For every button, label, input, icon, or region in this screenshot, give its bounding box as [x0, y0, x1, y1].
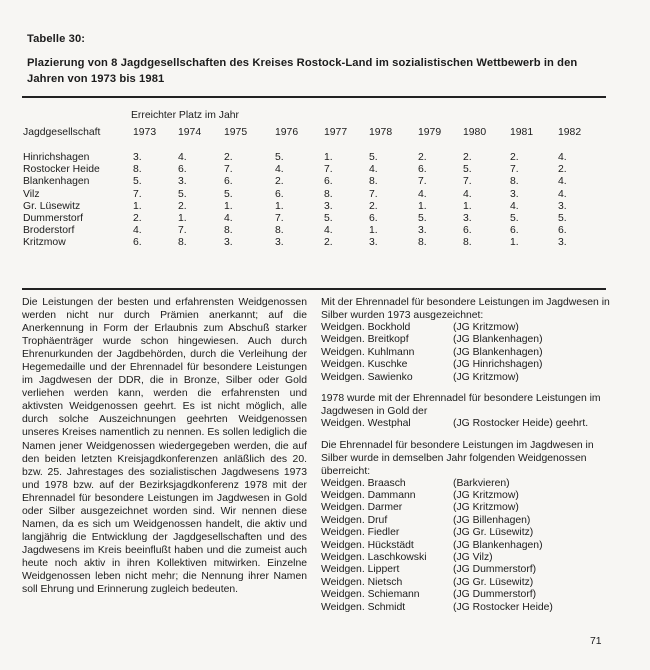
table-cell: 1.	[275, 200, 284, 212]
table-cell: 8.	[418, 237, 427, 249]
table-cell: 8.	[510, 176, 519, 188]
table-cell: 2.	[224, 152, 233, 163]
awardee-name: Weidgen. Laschkowski	[321, 552, 427, 564]
awardee-1978-gold	[321, 418, 611, 430]
left-paragraph: Die Leistungen der besten und erfahrensten Weidgenossen werden nicht nur durch Prämien anerkannt; auf die Anerkennung in Form der Erlaubnis zum Abschuß starker Trophäenträger wurde schon hingewiesen. Auch durch Ehrenurkunden der Jagdbehörden, durch die Verleihung der Hegemedaille und der Ehrennadel für besondere Leistungen im Jagdwesen der DDR, die in Bronze, Silber oder Gold verliehen werden kann, werden die erfahrensten und aktivsten Weidgenossen geehrt. Es ist nicht möglich, alle durch solche Auszeichnungen geehrten Weidgenossen unseres Kreises namentlich zu nennen. Es sollen lediglich die Namen jener Weidgenossen wiedergegeben werden, die auf den beiden letzten Kreisjagdkonferenzen anläßlich des 20. bzw. 25. Jahrestages des sozialistischen Jagdwesens 1973 und 1978 bzw. auf der Bezirksjagdkonferenz 1978 mit der Ehrennadel für besondere Leistungen im Jagdwesen in Gold oder Silber ausgezeichnet worden sind. Wir nennen diese Namen, da es sich um Weidgenossen handelt, die aktiv und langjährig die Entwicklung der Jagdgesellschaften und des Jagdwesens im Kreis beeinflußt haben und die zumeist auch heute noch aktiv in ihren Kollektiven mitwirken. Einzelne Weidgenossen leben nicht mehr; die Nennung ihrer Namen soll Ehrung und Erinnerung zugleich bedeuten.	[22, 297, 307, 596]
table-cell: 7.	[418, 176, 427, 188]
table-cell: 1.	[133, 200, 142, 212]
table-cell: 6.	[558, 225, 567, 237]
table-cell: 2.	[275, 176, 284, 188]
table-cell: 4.	[275, 164, 284, 176]
year-header: 1978	[369, 127, 393, 138]
year-header: 1976	[275, 127, 299, 138]
awardee-name: Weidgen. Breitkopf	[321, 334, 409, 346]
table-cell: 4.	[510, 200, 519, 212]
awardee-hunting-group: (JG Vilz)	[453, 552, 493, 564]
table-row-label: Gr. Lüsewitz	[23, 200, 81, 212]
awardees-1978-silver	[321, 478, 611, 614]
table-cell: 7.	[369, 188, 378, 200]
table-cell: 6.	[224, 176, 233, 188]
awardee-row	[321, 347, 611, 359]
table-cell: 4.	[418, 188, 427, 200]
table-cell: 1.	[369, 225, 378, 237]
table-cell: 5.	[463, 164, 472, 176]
year-header: 1974	[178, 127, 202, 138]
table-cell: 6.	[418, 164, 427, 176]
table-cell: 8.	[324, 188, 333, 200]
awardee-row	[321, 359, 611, 371]
awardee-row	[321, 490, 611, 502]
table-cell: 1.	[324, 152, 333, 163]
awardee-hunting-group: (JG Rostocker Heide)	[453, 601, 553, 613]
table-cell: 6.	[324, 176, 333, 188]
awardee-row	[321, 564, 611, 576]
awardee-hunting-group: (Barkvieren)	[453, 477, 510, 489]
table-cell: 2.	[510, 152, 519, 163]
awardee-hunting-group: (JG Dummerstorf)	[453, 564, 537, 576]
table-cell: 4.	[558, 176, 567, 188]
awardee-row	[321, 502, 611, 514]
table-cell: 5.	[178, 188, 187, 200]
table-cell: 1.	[510, 237, 519, 249]
table-cell: 4.	[463, 188, 472, 200]
table-cell: 3.	[224, 237, 233, 249]
awardee-row	[321, 322, 611, 334]
awardee-hunting-group: (JG Kritzmow)	[453, 502, 519, 514]
awardees-1973	[321, 322, 611, 384]
table-cell: 5.	[418, 213, 427, 224]
year-header: 1975	[224, 127, 248, 138]
table-cell: 5.	[510, 213, 519, 224]
table-row-label: Rostocker Heide	[23, 164, 100, 176]
awardee-row	[321, 577, 611, 589]
table-cell: 8.	[463, 237, 472, 249]
table-cell: 2.	[418, 152, 427, 163]
awardee-row	[321, 552, 611, 564]
table-top-rule	[22, 96, 606, 98]
table-cell: 7.	[324, 164, 333, 176]
table-cell: 3.	[510, 188, 519, 200]
table-row-label: Blankenhagen	[23, 176, 90, 188]
awardee-name: Weidgen. Lippert	[321, 564, 400, 576]
table-cell: 1.	[224, 200, 233, 212]
year-header: 1982	[558, 127, 582, 138]
table-cell: 7.	[275, 213, 284, 224]
table-cell: 2.	[463, 152, 472, 163]
table-cell: 7.	[510, 164, 519, 176]
awardee-hunting-group: (JG Blankenhagen)	[453, 346, 543, 358]
year-header: 1981	[510, 127, 534, 138]
table-cell: 8.	[224, 225, 233, 237]
group-header: Erreichter Platz im Jahr	[131, 110, 239, 121]
table-cell: 4.	[224, 213, 233, 224]
awardee-row	[321, 372, 611, 384]
table-cell: 8.	[275, 225, 284, 237]
table-cell: 2.	[324, 237, 333, 249]
table-cell: 3.	[418, 225, 427, 237]
table-cell: 1.	[418, 200, 427, 212]
table-cell: 3.	[324, 200, 333, 212]
table-cell: 3.	[558, 237, 567, 249]
intro-1978-silver: Die Ehrennadel für besondere Leistungen im Jagdwesen in Silber wurde in demselben Jahr folgenden Weidgenossen überreicht:	[321, 439, 594, 477]
awardee-name: Weidgen. Hückstädt	[321, 539, 414, 551]
awardee-hunting-group: (JG Billenhagen)	[453, 514, 531, 526]
table-cell: 3.	[133, 152, 142, 163]
awardee-hunting-group: (JG Gr. Lüsewitz)	[453, 576, 534, 588]
table-cell: 1.	[463, 200, 472, 212]
row-header: Jagdgesellschaft	[23, 127, 101, 138]
table-cell: 5.	[558, 213, 567, 224]
awardee-row	[321, 478, 611, 490]
table-cell: 4.	[558, 188, 567, 200]
table-row-label: Broderstorf	[23, 225, 75, 237]
table-cell: 2.	[178, 200, 187, 212]
table-cell: 6.	[510, 225, 519, 237]
awardee-name: Weidgen. Westphal	[321, 418, 411, 430]
awardee-hunting-group: (JG Blankenhagen)	[453, 334, 543, 346]
awardee-row	[321, 540, 611, 552]
intro-1973: Mit der Ehrennadel für besondere Leistungen im Jagdwesen in Silber wurden 1973 ausgezeichnet:	[321, 297, 610, 322]
table-cell: 8.	[369, 176, 378, 188]
table-cell: 5.	[224, 188, 233, 200]
table-cell: 6.	[275, 188, 284, 200]
table-cell: 6.	[178, 164, 187, 176]
awardee-row	[321, 527, 611, 539]
awardee-row	[321, 602, 611, 614]
table-cell: 3.	[558, 200, 567, 212]
table-cell: 3.	[463, 213, 472, 224]
awardee-name: Weidgen. Druf	[321, 514, 388, 526]
awardee-row	[321, 515, 611, 527]
right-column	[321, 296, 611, 614]
awardee-name: Weidgen. Braasch	[321, 477, 406, 489]
table-cell: 4.	[369, 164, 378, 176]
table-cell: 5.	[324, 213, 333, 224]
table-row-label: Vilz	[23, 188, 40, 200]
table-cell: 3.	[178, 176, 187, 188]
table-cell: 2.	[369, 200, 378, 212]
table-cell: 5.	[133, 176, 142, 188]
awardee-hunting-group: (JG Dummerstorf)	[453, 589, 537, 601]
table-title: Plazierung von 8 Jagdgesellschaften des Kreises Rostock-Land im sozialistischen Wettbewerb in den Jahren von 1973 bis 1981	[27, 57, 578, 85]
table-cell: 4.	[324, 225, 333, 237]
awardee-hunting-group: (JG Kritzmow)	[453, 490, 519, 502]
awardee-name: Weidgen. Kuschke	[321, 359, 408, 371]
table-cell: 8.	[133, 164, 142, 176]
awardee-hunting-group: (JG Kritzmow)	[453, 371, 519, 383]
table-cell: 6.	[369, 213, 378, 224]
awardee-hunting-group: (JG Rostocker Heide) geehrt.	[453, 418, 589, 430]
awardee-name: Weidgen. Bockhold	[321, 322, 411, 334]
awardee-hunting-group: (JG Blankenhagen)	[453, 539, 543, 551]
table-cell: 3.	[369, 237, 378, 249]
year-header: 1977	[324, 127, 348, 138]
table-cell: 2.	[133, 213, 142, 224]
awardee-name: Weidgen. Schiemann	[321, 589, 420, 601]
table-cell: 7.	[463, 176, 472, 188]
awardee-name: Weidgen. Darmer	[321, 502, 403, 514]
table-cell: 5.	[275, 152, 284, 163]
table-cell: 8.	[178, 237, 187, 249]
awardee-hunting-group: (JG Kritzmow)	[453, 322, 519, 334]
awardee-name: Weidgen. Dammann	[321, 490, 416, 502]
table-cell: 4.	[133, 225, 142, 237]
awardee-row	[321, 589, 611, 601]
table-cell: 5.	[369, 152, 378, 163]
page-number: 71	[590, 636, 602, 647]
table-cell: 6.	[133, 237, 142, 249]
awardee-hunting-group: (JG Gr. Lüsewitz)	[453, 527, 534, 539]
awardee-name: Weidgen. Sawienko	[321, 371, 413, 383]
table-cell: 7.	[133, 188, 142, 200]
year-header: 1973	[133, 127, 157, 138]
table-label: Tabelle 30:	[27, 33, 86, 45]
table-cell: 4.	[558, 152, 567, 163]
table-cell: 2.	[558, 164, 567, 176]
awardee-row	[321, 418, 611, 430]
awardee-row	[321, 334, 611, 346]
table-row-label: Dummerstorf	[23, 213, 84, 224]
left-column	[22, 296, 307, 596]
table-cell: 7.	[178, 225, 187, 237]
year-header: 1979	[418, 127, 442, 138]
table-row-label: Hinrichshagen	[23, 152, 90, 163]
table-cell: 1.	[178, 213, 187, 224]
year-header: 1980	[463, 127, 487, 138]
table-cell: 4.	[178, 152, 187, 163]
awardee-name: Weidgen. Fiedler	[321, 527, 400, 539]
intro-1978-gold: 1978 wurde mit der Ehrennadel für besondere Leistungen im Jagdwesen in Gold der	[321, 393, 601, 418]
table-cell: 7.	[224, 164, 233, 176]
table-cell: 6.	[463, 225, 472, 237]
awardee-name: Weidgen. Kuhlmann	[321, 346, 415, 358]
awardee-hunting-group: (JG Hinrichshagen)	[453, 359, 543, 371]
awardee-name: Weidgen. Nietsch	[321, 576, 403, 588]
table-bottom-rule	[22, 288, 606, 290]
table-cell: 3.	[275, 237, 284, 249]
table-row-label: Kritzmow	[23, 237, 66, 249]
awardee-name: Weidgen. Schmidt	[321, 601, 406, 613]
